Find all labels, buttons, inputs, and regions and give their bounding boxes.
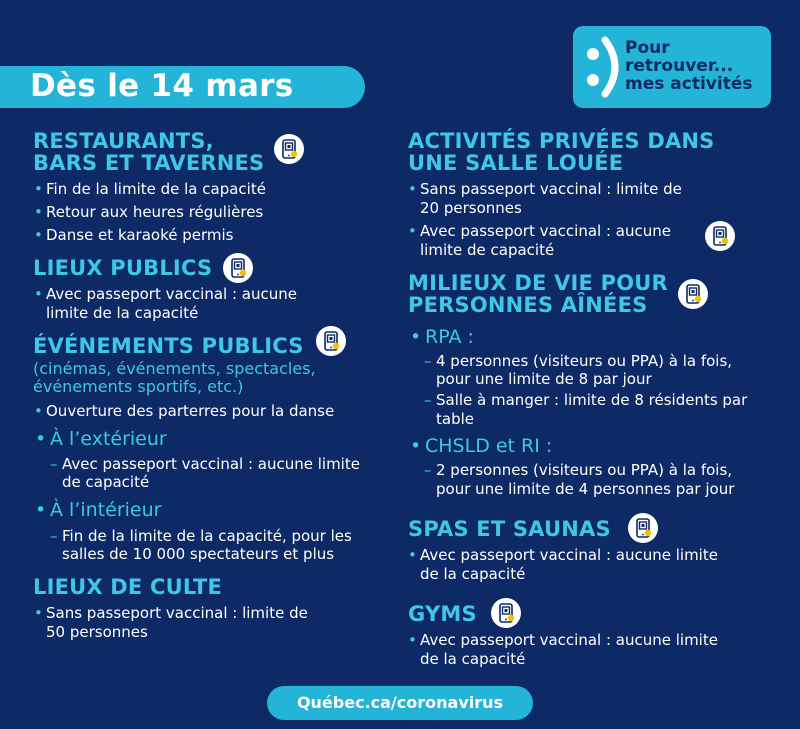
evenements-item: • Ouverture des parterres pour la danse	[46, 402, 334, 420]
vaccine-passport-icon	[677, 278, 709, 310]
lieux-publics-item-line-2: limite de la capacité	[46, 304, 199, 322]
footer-link[interactable]	[267, 686, 533, 720]
milieux-title-1: MILIEUX DE VIE POUR	[408, 271, 668, 295]
activites-title-1: ACTIVITÉS PRIVÉES DANS	[408, 129, 715, 153]
evenements-subtitle-1: (cinémas, événements, spectacles,	[33, 359, 316, 378]
restaurants-title-1: RESTAURANTS,	[33, 129, 214, 153]
lieux-publics-item-line-1: • Avec passeport vaccinal : aucune	[46, 285, 297, 303]
gyms-item-line-2: de la capacité	[420, 650, 526, 668]
rpa-detail-2-line-2: table	[436, 410, 474, 428]
interieur-label: • À l’intérieur	[50, 499, 161, 521]
vaccine-passport-icon	[490, 597, 522, 629]
smiley-icon	[581, 32, 629, 102]
activites-title-2: UNE SALLE LOUÉE	[408, 151, 624, 175]
spas-title: SPAS ET SAUNAS	[408, 517, 611, 541]
restaurants-title-2: BARS ET TAVERNES	[33, 151, 265, 175]
activites-item-2-line-2: limite de capacité	[420, 241, 555, 259]
activites-item-1-line-2: 20 personnes	[420, 199, 522, 217]
vaccine-passport-icon	[222, 252, 254, 284]
rpa-detail-1-line-2: pour une limite de 8 par jour	[436, 370, 652, 388]
banner-title: Dès le 14 mars	[30, 68, 294, 104]
logo-line-1: Pour	[625, 38, 670, 58]
restaurants-item-3: • Danse et karaoké permis	[46, 226, 234, 244]
exterieur-detail-line-2: de capacité	[62, 473, 150, 491]
date-banner	[0, 66, 365, 108]
campaign-logo	[573, 26, 771, 108]
interieur-detail-line-2: salles de 10 000 spectateurs et plus	[62, 545, 335, 563]
restaurants-item-1: • Fin de la limite de la capacité	[46, 180, 266, 198]
interieur-detail-line-1: – Fin de la limite de la capacité, pour les	[62, 527, 352, 545]
culte-item-line-2: 50 personnes	[46, 623, 148, 641]
vaccine-passport-icon	[273, 133, 305, 165]
rpa-detail-2-line-1: – Salle à manger : limite de 8 résidents par	[436, 391, 747, 409]
culte-title: LIEUX DE CULTE	[33, 575, 223, 599]
gyms-title: GYMS	[408, 602, 477, 626]
milieux-title-2: PERSONNES AÎNÉES	[408, 293, 648, 317]
lieux-publics-title: LIEUX PUBLICS	[33, 256, 213, 280]
activites-item-1-line-1: • Sans passeport vaccinal : limite de	[420, 180, 682, 198]
exterieur-label: • À l’extérieur	[50, 428, 167, 450]
restaurants-item-2: • Retour aux heures régulières	[46, 203, 263, 221]
activites-item-2-line-1: • Avec passeport vaccinal : aucune	[420, 222, 671, 240]
vaccine-passport-icon	[627, 512, 659, 544]
evenements-subtitle-2: événements sportifs, etc.)	[33, 377, 244, 396]
footer-url[interactable]: Québec.ca/coronavirus	[296, 693, 504, 712]
chsld-detail-line-2: pour une limite de 4 personnes par jour	[436, 480, 735, 498]
chsld-detail-line-1: – 2 personnes (visiteurs ou PPA) à la fois,	[436, 461, 732, 479]
chsld-label: • CHSLD et RI :	[425, 435, 552, 457]
gyms-item-line-1: • Avec passeport vaccinal : aucune limite	[420, 631, 718, 649]
logo-line-3: mes activités	[625, 74, 753, 94]
vaccine-passport-icon	[704, 220, 736, 252]
spas-item-line-1: • Avec passeport vaccinal : aucune limite	[420, 546, 718, 564]
vaccine-passport-icon	[315, 325, 347, 357]
logo-line-2: retrouver...	[625, 56, 734, 76]
culte-item-line-1: • Sans passeport vaccinal : limite de	[46, 604, 308, 622]
rpa-detail-1-line-1: – 4 personnes (visiteurs ou PPA) à la fois,	[436, 352, 732, 370]
evenements-title: ÉVÉNEMENTS PUBLICS	[33, 334, 304, 358]
logo-text	[625, 39, 752, 93]
exterieur-detail-line-1: – Avec passeport vaccinal : aucune limite	[62, 455, 360, 473]
spas-item-line-2: de la capacité	[420, 565, 526, 583]
rpa-label: • RPA :	[425, 326, 474, 348]
